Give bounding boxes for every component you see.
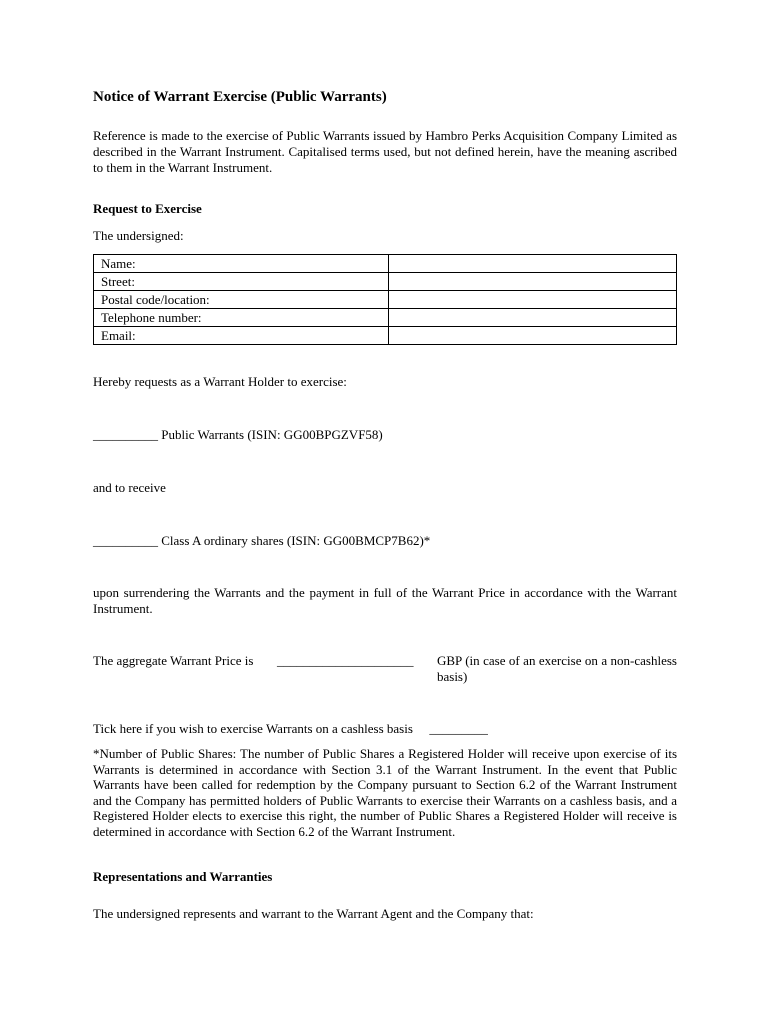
field-label-name: Name: [94, 255, 389, 273]
field-label-postal-code: Postal code/location: [94, 291, 389, 309]
aggregate-price-prefix: The aggregate Warrant Price is [93, 653, 254, 668]
holder-details-table [93, 254, 677, 345]
shares-isin-text: Class A ordinary shares (ISIN: GG00BMCP7B62)* [161, 533, 431, 548]
warrants-isin-text: Public Warrants (ISIN: GG00BPGZVF58) [161, 427, 383, 442]
request-heading: Request to Exercise [93, 201, 202, 216]
cashless-tick-line [93, 721, 677, 737]
and-to-receive-text: and to receive [93, 480, 166, 495]
shares-quantity-blank[interactable]: __________ [93, 533, 158, 548]
aggregate-price-suffix: GBP (in case of an exercise on a non-cashless basis) [436, 653, 677, 684]
field-value-street[interactable] [389, 273, 677, 291]
footnote-paragraph: *Number of Public Shares: The number of Public Shares a Registered Holder will receive upon exercise of its Warrants is determined in accordance with Section 3.1 of the Warrant Instrument. In the event that Public Warrants have been called for redemption by the Company pursuant to Section 6.2 of the Warrant Instrument and the Company has permitted holders of Public Warrants to exercise their Warrants on a cashless basis, and a Registered Holder elects to exercise this right, the number of Public Shares a Registered Holder will receive is determined in accordance with Section 6.2 of the Warrant Instrument. [93, 746, 677, 839]
table-row [94, 291, 677, 309]
warrants-line [93, 427, 677, 443]
aggregate-price-line [93, 653, 677, 685]
surrender-paragraph: upon surrendering the Warrants and the payment in full of the Warrant Price in accordance with the Warrant Instrument. [93, 585, 677, 616]
field-value-telephone[interactable] [389, 309, 677, 327]
table-row [94, 309, 677, 327]
field-value-name[interactable] [389, 255, 677, 273]
undersigned-label: The undersigned: [93, 228, 184, 243]
table-row [94, 255, 677, 273]
table-row [94, 327, 677, 345]
representations-heading: Representations and Warranties [93, 869, 273, 884]
cashless-tick-text: Tick here if you wish to exercise Warrants on a cashless basis [93, 721, 413, 736]
warrants-quantity-blank[interactable]: __________ [93, 427, 158, 442]
field-label-telephone: Telephone number: [94, 309, 389, 327]
hereby-requests-text: Hereby requests as a Warrant Holder to exercise: [93, 374, 347, 389]
aggregate-price-block [93, 653, 677, 685]
shares-line [93, 533, 677, 549]
intro-paragraph: Reference is made to the exercise of Public Warrants issued by Hambro Perks Acquisition Company Limited as described in the Warrant Instrument. Capitalised terms used, but not defined herein, have the meaning ascribed to them in the Warrant Instrument. [93, 128, 677, 175]
representations-text: The undersigned represents and warrant to the Warrant Agent and the Company that: [93, 906, 534, 921]
field-label-street: Street: [94, 273, 389, 291]
aggregate-price-blank[interactable]: _____________________ [276, 653, 414, 668]
document-title: Notice of Warrant Exercise (Public Warrants) [93, 89, 387, 105]
table-row [94, 273, 677, 291]
cashless-tick-blank[interactable]: _________ [429, 721, 488, 736]
field-label-email: Email: [94, 327, 389, 345]
field-value-email[interactable] [389, 327, 677, 345]
field-value-postal-code[interactable] [389, 291, 677, 309]
